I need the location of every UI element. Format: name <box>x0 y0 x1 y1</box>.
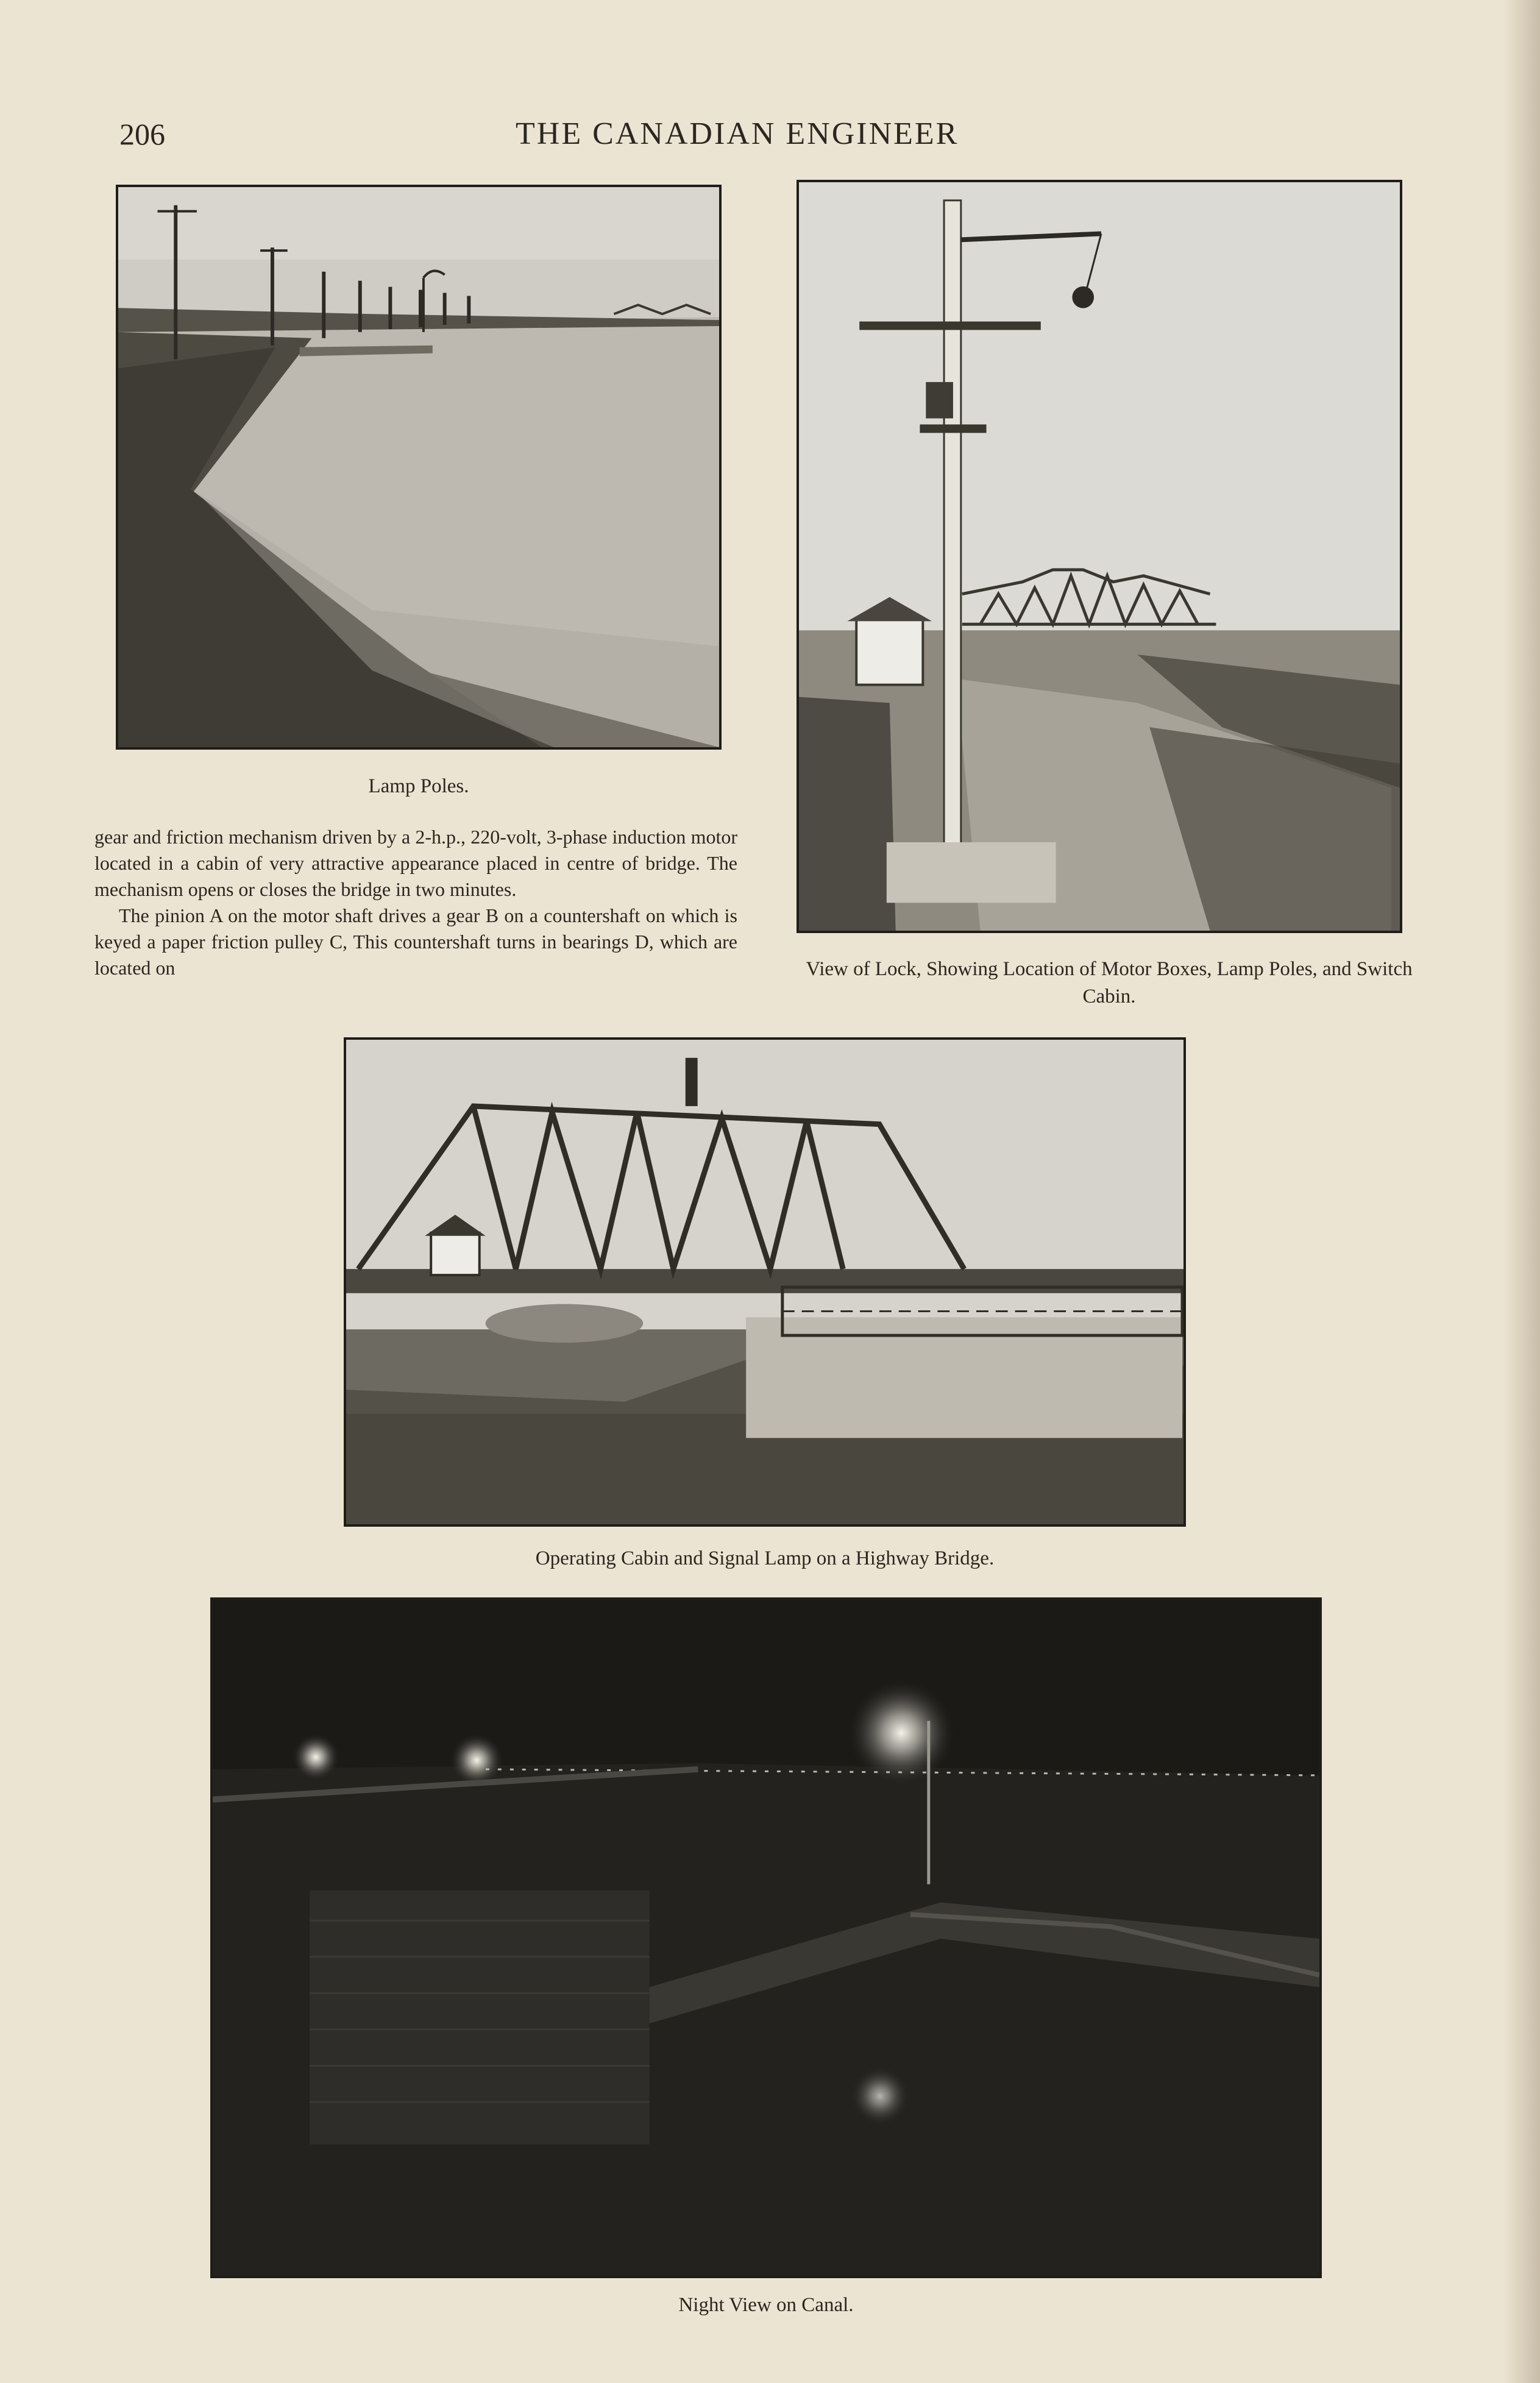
article-paragraph: The pinion A on the motor shaft drives a gear B on a countershaft on which is keyed a paper friction pulley C, This countershaft turns in bearings D, which are located on <box>94 904 737 979</box>
bridge-caption: Operating Cabin and Signal Lamp on a Highway Bridge. <box>535 1547 995 1569</box>
page-header <box>119 110 1009 158</box>
lamp-poles-photo <box>116 185 722 750</box>
page-edge-shadow <box>1503 0 1540 2383</box>
journal-title: THE CANADIAN ENGINEER <box>516 116 959 151</box>
article-body <box>94 824 737 981</box>
page-number: 206 <box>119 117 165 151</box>
night-view-photo <box>210 1597 1322 2278</box>
lock-view-photo <box>797 180 1402 933</box>
lamp-poles-caption: Lamp Poles. <box>368 775 469 797</box>
bridge-photo <box>344 1037 1186 1527</box>
article-paragraph: gear and friction mechanism driven by a 2-h.p., 220-volt, 3-phase induction motor located in a cabin of very attractive appearance placed in centre of bridge. The mechanism opens or closes the bridge in two minutes. <box>94 826 737 900</box>
lock-view-caption: View of Lock, Showing Location of Motor Boxes, Lamp Poles, and Switch Cabin. <box>806 958 1413 1007</box>
night-view-caption: Night View on Canal. <box>678 2294 854 2316</box>
